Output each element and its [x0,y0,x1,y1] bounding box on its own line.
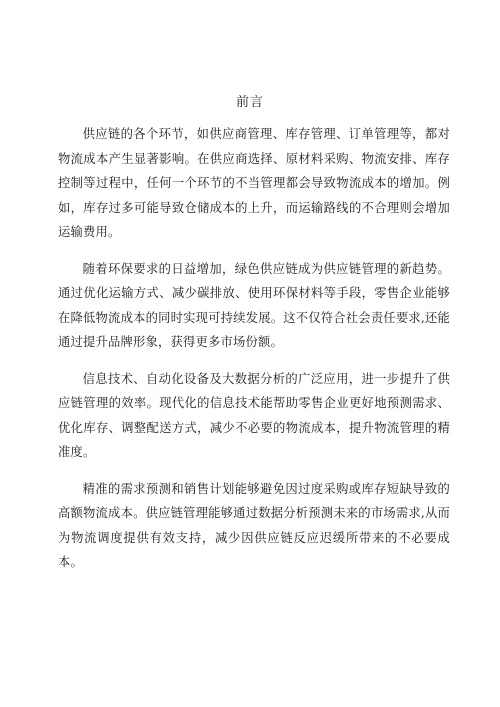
document-body [58,122,450,587]
page-title: 前言 [235,95,264,110]
paragraph-1: 供应链的各个环节，如供应商管理、库存管理、订单管理等，都对物流成本产生显著影响。在供应商选择、原材料采购、物流安排、库存控制等过程中，任何一个环节的不当管理都会导致物流成本的增加。例如，库存过多可能导致仓储成本的上升，而运输路线的不合理则会增加运输费用。 [58,127,450,239]
paragraph-3: 信息技术、自动化设备及大数据分析的广泛应用，进一步提升了供应链管理的效率。现代化的信息技术能帮助零售企业更好地预测需求、优化库存、调整配送方式，减少不必要的物流成本，提升物流管理的精准度。 [58,371,450,459]
paragraph-2: 随着环保要求的日益增加，绿色供应链成为供应链管理的新趋势。通过优化运输方式、减少碳排放、使用环保材料等手段，零售企业能够在降低物流成本的同时实现可持续发展。这不仅符合社会责任要求,还能通过提升品牌形象，获得更多市场份额。 [58,261,450,349]
paragraph-4: 精准的需求预测和销售计划能够避免因过度采购或库存短缺导致的高额物流成本。供应链管理能够通过数据分析预测未来的市场需求,从而为物流调度提供有效支持，减少因供应链反应迟缓所带来的不必要成本。 [58,481,450,569]
